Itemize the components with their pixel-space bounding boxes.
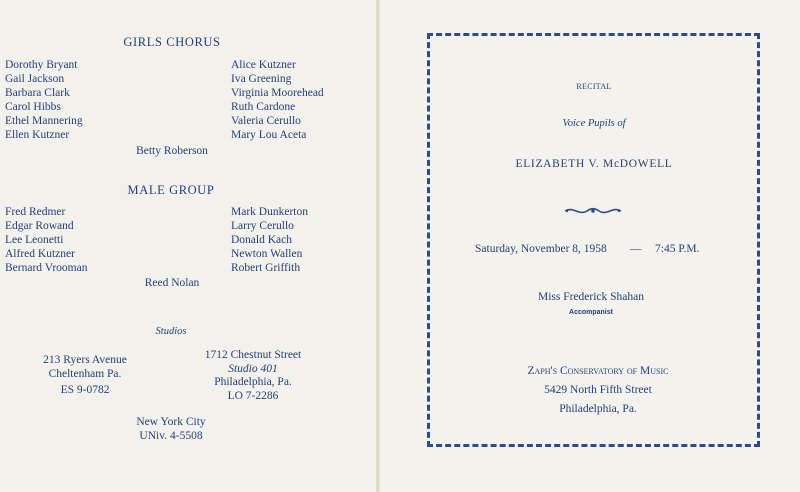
recital-subtitle: Voice Pupils of: [562, 118, 626, 129]
male-group-name: Newton Wallen: [231, 248, 303, 260]
teacher-name: ELIZABETH V. McDOWELL: [515, 158, 673, 170]
male-group-name: Fred Redmer: [5, 206, 66, 218]
male-group-extra-name: Reed Nolan: [144, 277, 200, 289]
girls-chorus-name: Ethel Mannering: [5, 115, 83, 127]
recital-date: Saturday, November 8, 1958: [475, 243, 607, 255]
studio-philadelphia-city: Philadelphia, Pa.: [214, 376, 292, 388]
studio-philadelphia-phone: LO 7-2286: [227, 390, 279, 402]
recital-time: 7:45 P.M.: [655, 243, 700, 255]
male-group-name: Edgar Rowand: [5, 220, 74, 232]
girls-chorus-name: Mary Lou Aceta: [231, 129, 307, 141]
girls-chorus-name: Dorothy Bryant: [5, 59, 78, 71]
venue-address: 5429 North Fifth Street: [544, 384, 652, 396]
male-group-name: Donald Kach: [231, 234, 292, 246]
accompanist-name: Miss Frederick Shahan: [537, 291, 645, 303]
male-group-name: Mark Dunkerton: [231, 206, 308, 218]
girls-chorus-name: Gail Jackson: [5, 73, 65, 85]
girls-chorus-name: Ellen Kutzner: [5, 129, 70, 141]
girls-chorus-extra-name: Betty Roberson: [136, 145, 208, 157]
studio-cheltenham-street: 213 Ryers Avenue: [43, 354, 127, 366]
male-group-name: Alfred Kutzner: [5, 248, 75, 260]
girls-chorus-name: Ruth Cardone: [231, 101, 296, 113]
girls-chorus-name: Alice Kutzner: [231, 59, 296, 71]
male-group-name: Larry Cerullo: [231, 220, 294, 232]
scroll-ornament-icon: [563, 204, 623, 218]
male-group-name: Robert Griffith: [231, 262, 301, 274]
girls-chorus-name: Iva Greening: [231, 73, 292, 85]
studio-cheltenham-phone: ES 9-0782: [60, 384, 110, 396]
studio-cheltenham-city: Cheltenham Pa.: [48, 368, 122, 380]
male-group-name: Lee Leonetti: [5, 234, 64, 246]
accompanist-label: Accompanist: [569, 309, 613, 316]
girls-chorus-name: Valeria Cerullo: [231, 115, 301, 127]
girls-chorus-name: Virginia Moorehead: [231, 87, 324, 99]
girls-chorus-name: Carol Hibbs: [5, 101, 61, 113]
date-time-dash: —: [630, 243, 642, 255]
studio-philadelphia-street: 1712 Chestnut Street: [204, 349, 302, 361]
girls-chorus-name: Barbara Clark: [5, 87, 70, 99]
male-group-name: Bernard Vrooman: [5, 262, 88, 274]
venue-city: Philadelphia, Pa.: [559, 403, 637, 415]
girls-chorus-heading: GIRLS CHORUS: [123, 35, 221, 49]
page-fold: [376, 0, 380, 492]
male-group-heading: MALE GROUP: [127, 183, 215, 197]
recital-heading: RECITAL: [576, 82, 612, 91]
studios-heading: Studios: [155, 326, 187, 337]
studio-new-york-phone: UNiv. 4-5508: [139, 430, 203, 442]
studio-philadelphia-suite: Studio 401: [228, 363, 278, 375]
studio-new-york-city: New York City: [136, 416, 206, 428]
venue-name: Zaph's Conservatory of Music: [527, 365, 669, 377]
